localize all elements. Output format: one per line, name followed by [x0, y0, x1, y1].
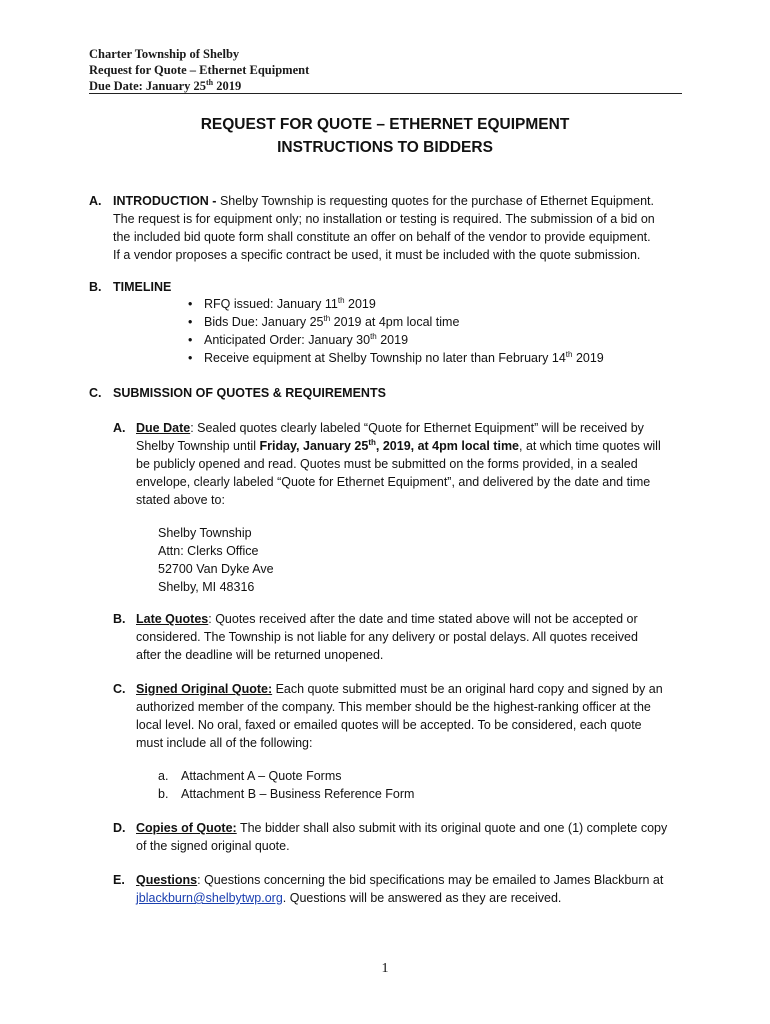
header-divider: [89, 93, 682, 94]
section-c-letter: C.: [89, 386, 102, 400]
list-item: • RFQ issued: January 11th 2019: [188, 295, 376, 311]
header-due-date: Due Date: January 25th 2019: [89, 77, 242, 93]
list-item: • Receive equipment at Shelby Township no later than February 14th 2019: [188, 349, 604, 365]
due-date-label: Due Date: [136, 421, 191, 435]
late-quotes-letter: B.: [113, 612, 126, 626]
due-date-paragraph: Due Date: Sealed quotes clearly labeled “Quote for Ethernet Equipment” will be received by Shelby Township until Friday, January 25th, 2019, at 4pm local time, at which time quotes will be publicly opened and read. Quotes must be submitted on the forms provided, in a sealed envelope, clearly labeled “Quote for Ethernet Equipment”, and delivered by the date and time stated above to:: [136, 421, 661, 507]
submission-heading: SUBMISSION OF QUOTES & REQUIREMENTS: [113, 386, 386, 400]
signed-quote-label: Signed Original Quote:: [136, 682, 273, 696]
document-subtitle: INSTRUCTIONS TO BIDDERS: [277, 139, 493, 156]
document-header: [89, 46, 309, 94]
copies-paragraph: Copies of Quote: The bidder shall also submit with its original quote and one (1) complete copy of the signed original quote.: [136, 821, 668, 853]
list-item: • Anticipated Order: January 30th 2019: [188, 331, 409, 347]
attachment-list: [158, 767, 414, 803]
header-subject: Request for Quote – Ethernet Equipment: [89, 63, 310, 77]
list-item: • Bids Due: January 25th 2019 at 4pm local time: [188, 313, 460, 329]
document-title: REQUEST FOR QUOTE – ETHERNET EQUIPMENT: [200, 116, 570, 133]
mailing-address: Shelby Township Attn: Clerks Office 52700 Van Dyke Ave Shelby, MI 48316: [158, 526, 274, 594]
list-item: b. Attachment B – Business Reference Form: [158, 787, 415, 801]
copies-letter: D.: [113, 821, 126, 835]
list-item: a. Attachment A – Quote Forms: [158, 769, 342, 783]
questions-letter: E.: [113, 873, 125, 887]
signed-quote-letter: C.: [113, 682, 126, 696]
due-date-letter: A.: [113, 421, 126, 435]
contact-email-link[interactable]: jblackburn@shelbytwp.org: [136, 891, 283, 905]
introduction-heading: INTRODUCTION -: [113, 194, 217, 208]
late-quotes-paragraph: Late Quotes: Quotes received after the date and time stated above will not be accepted or considered. The Township is not liable for any delivery or postal delays. All quotes received after the deadline will be returned unopened.: [136, 612, 638, 662]
section-a-letter: A.: [89, 194, 102, 208]
questions-paragraph: Questions: Questions concerning the bid specifications may be emailed to James Blackburn at jblackburn@shelbytwp.org. Questions will be answered as they are received.: [136, 873, 664, 905]
signed-quote-paragraph: Signed Original Quote: Each quote submitted must be an original hard copy and signed by an authorized member of the company. This member should be the highest-ranking officer at the local level. No oral, faxed or emailed quotes will be accepted. To be considered, each quote must include all of the following:: [136, 682, 663, 750]
page-number: 1: [381, 961, 389, 976]
timeline-heading: TIMELINE: [113, 280, 172, 294]
copies-label: Copies of Quote:: [136, 821, 237, 835]
header-organization: Charter Township of Shelby: [89, 47, 240, 61]
late-quotes-label: Late Quotes: [136, 612, 209, 626]
section-introduction: INTRODUCTION - Shelby Township is requesting quotes for the purchase of Ethernet Equipment. The request is for equipment only; no installation or testing is required. The submission of a bid on the included bid quote form shall constitute an offer on behalf of the vendor to provide equipment. If a vendor proposes a specific contract be used, it must be included with the quote submission.: [113, 194, 655, 262]
questions-label: Questions: [136, 873, 198, 887]
section-b-letter: B.: [89, 280, 102, 294]
timeline-list: [188, 295, 604, 367]
